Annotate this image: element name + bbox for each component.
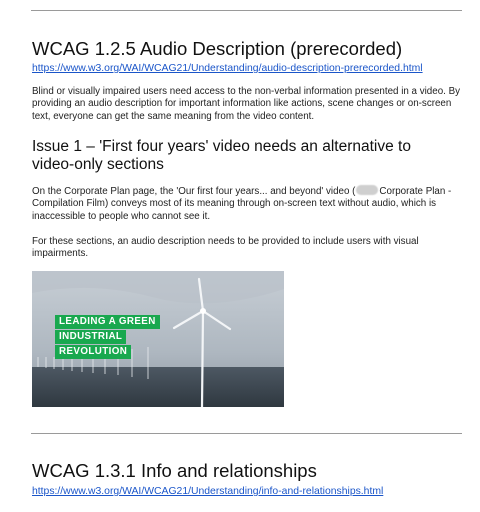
audio-description-link[interactable]: https://www.w3.org/WAI/WCAG21/Understanding/audio-description-prerecorded.html: [32, 63, 423, 74]
section-divider: [31, 433, 462, 434]
top-divider: [31, 10, 462, 11]
issue-paragraph-end: Corporate Plan - Compilation Film) conveys most of its meaning through on-screen text without audio, which is inaccessible to people who cannot see it.: [32, 186, 452, 222]
info-relationships-link[interactable]: https://www.w3.org/WAI/WCAG21/Understanding/info-and-relationships.html: [32, 486, 384, 497]
section-heading-info-relationships: WCAG 1.3.1 Info and relationships: [32, 460, 317, 481]
issue-paragraph: [32, 185, 462, 223]
fix-paragraph: For these sections, an audio description needs to be provided to include users with visual impairments.: [32, 236, 419, 260]
section-heading-audio-description: WCAG 1.2.5 Audio Description (prerecorded): [32, 38, 403, 59]
issue-paragraph-start: On the Corporate Plan page, the 'Our first four years... and beyond' video (: [32, 186, 356, 197]
intro-paragraph: Blind or visually impaired users need access to the non-verbal information presented in a video. By providing an audio description for important information like actions, scene changes or on-screen text, everyone can get the same meaning from the video content.: [32, 86, 461, 122]
overlay-line-1: LEADING A GREEN: [55, 315, 160, 329]
overlay-line-2: INDUSTRIAL: [55, 330, 126, 344]
redacted-text: [356, 185, 378, 195]
issue-heading: Issue 1 – 'First four years' video needs an alternative to video-only sections: [32, 138, 411, 173]
overlay-line-3: REVOLUTION: [55, 345, 131, 359]
video-still-image: [32, 271, 284, 407]
